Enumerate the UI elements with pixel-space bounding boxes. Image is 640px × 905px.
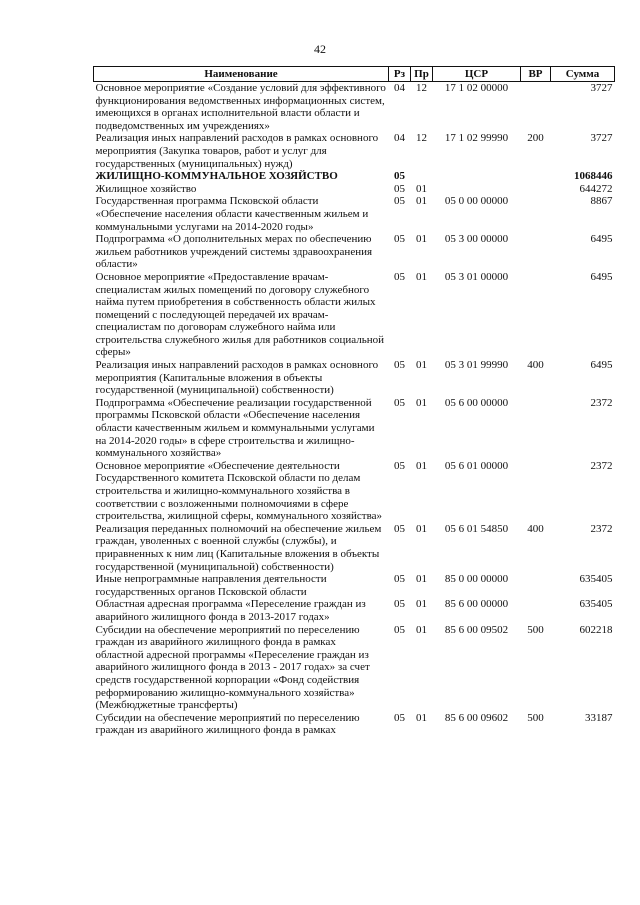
cell-name: Жилищное хозяйство [95, 182, 197, 195]
table-row [94, 132, 615, 170]
cell-sum: 635405 [579, 573, 613, 586]
cell-vr [521, 170, 551, 183]
cell-pr: 01 [416, 182, 427, 195]
table-row [94, 170, 615, 183]
cell-pr: 01 [416, 623, 427, 636]
cell-rz: 05 [394, 623, 405, 636]
cell-rz: 05 [394, 522, 405, 535]
cell-vr [521, 460, 551, 523]
cell-name: Субсидии на обеспечение мероприятий по переселению граждан из аварийного жилищного фонда в рамках [95, 711, 360, 737]
cell-vr [521, 183, 551, 196]
cell-rz: 05 [394, 233, 405, 246]
cell-csr [433, 170, 521, 183]
cell-rz: 05 [394, 573, 405, 586]
cell-rz: 05 [394, 598, 405, 611]
cell-sum: 2372 [590, 396, 613, 409]
cell-name: Областная адресная программа «Переселение граждан из аварийного жилищного фонда в 2013-2017 годах» [95, 598, 366, 623]
table-row [94, 183, 615, 196]
cell-vr [521, 598, 551, 623]
cell-csr: 17 1 02 00000 [444, 82, 509, 94]
cell-sum: 2372 [590, 522, 613, 535]
cell-name: Реализация иных направлений расходов в рамках основного мероприятия (Капитальные вложения в объекты государственной (муниципальной) собственности) [95, 359, 379, 397]
header-sum: Сумма [551, 67, 615, 82]
cell-csr: 05 3 01 99990 [444, 359, 509, 372]
cell-name: Основное мероприятие «Предоставление врачам-специалистам жилых помещений по договору служебного найма путем приобретения в собственность области жилых помещений с последующей передачей их врачам-специалистам по договорам служебного найма или строительства служебного жилья для работников социальной сферы» [95, 270, 385, 359]
table-row [94, 82, 615, 133]
cell-name: Субсидии на обеспечение мероприятий по переселению граждан из аварийного жилищного фонда в рамках областной адресной программы «Переселение граждан из аварийного жилищного фонда в 2013 - 2017 годах» за счет средств государственной корпорации «Фонд содействия реформированию жилищно-коммунального хозяйства» (Межбюджетные трансферты) [95, 623, 370, 712]
cell-pr: 01 [416, 598, 427, 611]
cell-sum: 33187 [585, 711, 613, 724]
cell-sum: 602218 [579, 623, 613, 636]
header-vr: ВР [521, 67, 551, 82]
cell-vr: 500 [527, 623, 544, 636]
cell-pr: 12 [416, 82, 427, 94]
cell-vr: 400 [527, 359, 544, 372]
cell-rz: 05 [394, 359, 405, 372]
cell-rz: 05 [394, 711, 405, 724]
cell-name: Иные непрограммные направления деятельности государственных органов Псковской области [95, 573, 327, 598]
table-header-row [94, 67, 615, 82]
cell-pr: 01 [416, 711, 427, 724]
cell-rz: 05 [394, 396, 405, 409]
cell-csr: 85 0 00 00000 [444, 573, 509, 586]
cell-name: Реализация иных направлений расходов в рамках основного мероприятия (Закупка товаров, работ и услуг для государственных (муниципальных) нужд) [95, 132, 379, 170]
cell-pr: 01 [416, 522, 427, 535]
cell-sum: 644272 [579, 182, 613, 195]
cell-csr [433, 183, 521, 196]
cell-vr [521, 195, 551, 233]
cell-rz: 05 [394, 270, 405, 283]
cell-csr: 05 6 01 54850 [444, 522, 509, 535]
table-row [94, 712, 615, 737]
cell-sum: 6495 [590, 359, 613, 372]
cell-pr: 12 [416, 132, 427, 145]
cell-csr: 05 3 01 00000 [444, 270, 509, 283]
cell-csr: 05 0 00 00000 [444, 195, 509, 208]
cell-vr [521, 233, 551, 271]
cell-sum: 3727 [590, 132, 613, 145]
cell-pr: 01 [416, 396, 427, 409]
cell-pr: 01 [416, 195, 427, 208]
cell-csr: 17 1 02 99990 [444, 132, 509, 145]
header-name: Наименование [94, 67, 389, 82]
cell-sum: 1068446 [574, 170, 613, 183]
table-row [94, 397, 615, 460]
cell-sum: 6495 [590, 270, 613, 283]
cell-csr: 85 6 00 00000 [444, 598, 509, 611]
cell-vr: 500 [527, 711, 544, 724]
table-row [94, 271, 615, 359]
cell-pr: 01 [416, 573, 427, 586]
cell-sum: 8867 [590, 195, 613, 208]
cell-name: Подпрограмма «О дополнительных мерах по обеспечению жильем работников учреждений системы здравоохранения области» [95, 233, 373, 271]
page-number: 42 [314, 42, 326, 56]
cell-pr: 01 [416, 459, 427, 472]
cell-sum: 3727 [590, 82, 613, 94]
header-rz: Рз [389, 67, 411, 82]
table-row [94, 573, 615, 598]
cell-name: Основное мероприятие «Создание условий для эффективного функционирования ведомственных информационных систем, имеющихся в органах исполнительной власти области и подведомственных им учреждениях» [95, 82, 386, 132]
cell-sum: 635405 [579, 598, 613, 611]
cell-rz: 04 [394, 82, 405, 94]
cell-vr: 400 [527, 522, 544, 535]
table-row [94, 359, 615, 397]
cell-rz: 05 [394, 195, 405, 208]
table-row [94, 195, 615, 233]
cell-name: Реализация переданных полномочий на обеспечение жильем граждан, уволенных с военной службы (службы), и приравненных к ним лиц (Капитальные вложения в объекты государственной (муниципальной) собственности) [95, 522, 382, 573]
cell-csr: 05 3 00 00000 [444, 233, 509, 246]
header-pr: Пр [411, 67, 433, 82]
cell-vr: 200 [527, 132, 544, 145]
cell-name: Государственная программа Псковской области «Обеспечение населения области качественным жильем и коммунальными услугами на 2014-2020 годы» [95, 195, 369, 233]
cell-rz: 05 [394, 182, 405, 195]
cell-pr: 01 [416, 359, 427, 372]
header-csr: ЦСР [433, 67, 521, 82]
table-row [94, 598, 615, 623]
table-row [94, 624, 615, 712]
table-row [94, 523, 615, 573]
cell-pr: 01 [416, 233, 427, 246]
table-row [94, 233, 615, 271]
cell-name: ЖИЛИЩНО-КОММУНАЛЬНОЕ ХОЗЯЙСТВО [95, 170, 338, 183]
cell-name: Подпрограмма «Обеспечение реализации государственной программы Псковской области «Обеспечение населения области качественным жильем и коммунальными услугами на 2014-2020 годы» в сфере строительства и жилищно-коммунального хозяйства» [95, 396, 375, 460]
cell-rz: 05 [394, 170, 405, 183]
cell-csr: 05 6 00 00000 [444, 396, 509, 409]
cell-vr [521, 397, 551, 460]
budget-table [93, 66, 615, 737]
cell-csr: 05 6 01 00000 [444, 459, 509, 472]
cell-pr: 01 [416, 270, 427, 283]
cell-rz: 05 [394, 459, 405, 472]
cell-rz: 04 [394, 132, 405, 145]
cell-sum: 6495 [590, 233, 613, 246]
cell-vr [521, 82, 551, 133]
cell-sum: 2372 [590, 459, 613, 472]
cell-csr: 85 6 00 09502 [444, 623, 509, 636]
cell-name: Основное мероприятие «Обеспечение деятельности Государственного комитета Псковской области по делам строительства и жилищно-коммунального хозяйства в соответствии с возложенными полномочиями в сфере строительства, жилищной сферы, коммунального хозяйства» [95, 459, 383, 523]
cell-pr [411, 170, 433, 183]
cell-vr [521, 271, 551, 359]
table-row [94, 460, 615, 523]
cell-vr [521, 573, 551, 598]
cell-csr: 85 6 00 09602 [444, 711, 509, 724]
